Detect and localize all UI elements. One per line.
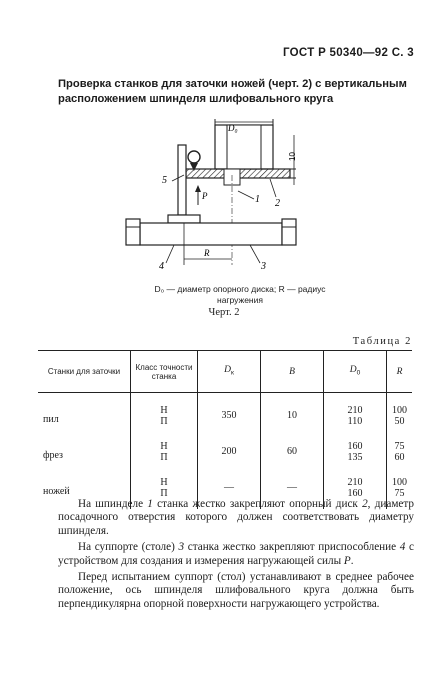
header-dk-letter: D <box>224 365 231 376</box>
text-run: станка жестко закрепляют опорный диск <box>152 498 363 510</box>
text-run: . <box>350 554 354 567</box>
cell-r: 100 50 <box>387 393 413 438</box>
table-row <box>38 393 412 438</box>
header-d0-sub: 0 <box>356 369 361 377</box>
label-4: 4 <box>159 261 164 272</box>
paragraph-1 <box>58 498 414 538</box>
label-3: 3 <box>261 261 266 272</box>
text-run: На суппорте (столе) <box>78 541 179 554</box>
cell-dk: 350 <box>198 393 261 438</box>
cell-d0: 210 110 <box>324 393 387 438</box>
figure-caption-line2: нагружения <box>217 295 263 305</box>
ref-number: 4 <box>399 541 406 554</box>
header-b <box>261 351 324 393</box>
table-title: Таблица 2 <box>352 336 412 347</box>
cell-b: — <box>261 473 324 509</box>
cell-machine: фрез <box>43 450 63 461</box>
cell-r: 100 75 <box>387 473 413 509</box>
load-column <box>178 145 186 215</box>
label-2: 2 <box>275 198 280 209</box>
header-b-letter: B <box>289 366 295 377</box>
ref-number: 1 <box>147 498 153 510</box>
label-10: 10 <box>288 152 297 161</box>
cell-dk: — <box>198 473 261 509</box>
page-header: ГОСТ Р 50340—92 С. 3 <box>283 47 414 59</box>
header-d0 <box>324 351 387 393</box>
cell-class: Н П <box>131 473 198 509</box>
text-run: станка жестко закрепляют приспособление <box>184 541 400 554</box>
cell-d0: 160 135 <box>324 437 387 473</box>
table-row <box>38 437 412 473</box>
paragraph-3: Перед испытанием суппорт (стол) устанавливают в среднее рабочее положение, ось шпинделя шлифовального круга должна быть перпендикулярна опорной поверхности нагружающего устройства. <box>58 571 414 610</box>
header-dk-sub: к <box>230 369 234 377</box>
header-r <box>387 351 413 393</box>
section-heading: Проверка станков для заточки ножей (черт. 2) с вертикальным расположением шпинделя шлифовального круга <box>58 78 407 105</box>
label-r: R <box>204 248 210 258</box>
spec-table <box>38 350 412 509</box>
label-1: 1 <box>255 194 260 205</box>
cell-machine: ножей <box>43 486 70 497</box>
cell-b: 10 <box>261 393 324 438</box>
table-top <box>140 223 282 245</box>
cell-b: 60 <box>261 437 324 473</box>
text-run: с устройством для создания и измерения нагружающей силы <box>58 541 415 567</box>
header-d0-letter: D <box>349 365 357 376</box>
ref-symbol: P <box>343 554 351 567</box>
cell-d0: 210 160 <box>324 473 387 509</box>
machine-drawing <box>118 115 308 280</box>
table-header-row <box>38 351 412 393</box>
label-5: 5 <box>162 175 167 186</box>
paragraph-2 <box>58 541 414 568</box>
label-d0: D₀ <box>228 123 238 133</box>
figure-caption-line1: D₀ — диаметр опорного диска; R — радиус <box>154 284 326 294</box>
fixture-base <box>168 215 200 223</box>
cell-class: Н П <box>131 393 198 438</box>
ref-number: 3 <box>178 541 185 554</box>
text-run: , диаметр посадочного отверстия которого должен соответствовать диаметру шпинделя. <box>58 498 415 537</box>
cell-r: 75 60 <box>387 437 413 473</box>
cell-class: Н П <box>131 437 198 473</box>
cell-machine: пил <box>43 414 59 425</box>
text-run: На шпинделе <box>78 498 148 510</box>
body-text <box>58 498 414 614</box>
figure-title: Черт. 2 <box>208 307 240 318</box>
load-gauge <box>188 151 200 163</box>
header-dk <box>198 351 261 393</box>
header-accuracy-class: Класс точности станка <box>131 351 198 393</box>
label-p: P <box>202 191 208 201</box>
ref-number: 2 <box>362 498 368 510</box>
header-machines: Станки для заточки <box>38 351 131 393</box>
header-r-letter: R <box>396 366 403 377</box>
cell-dk: 200 <box>198 437 261 473</box>
figure-caption <box>140 284 340 306</box>
